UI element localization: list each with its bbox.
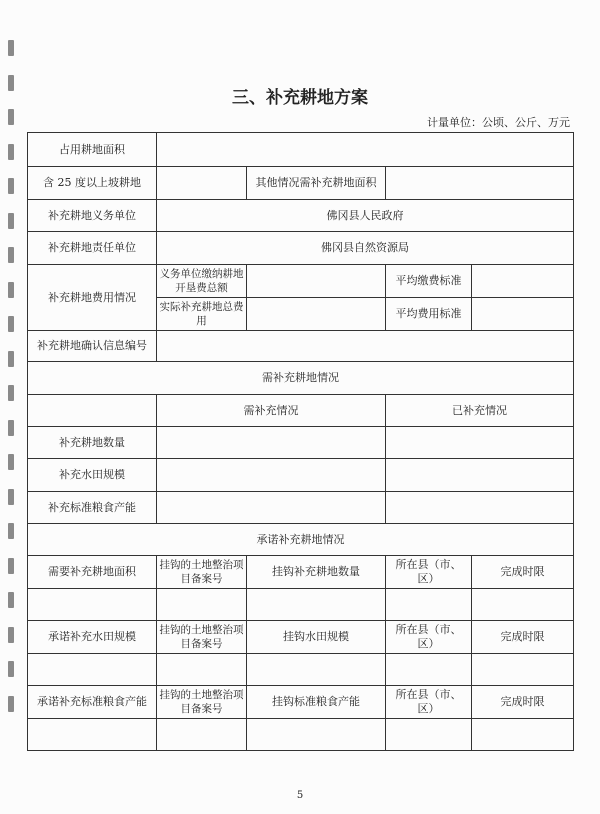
slope-land-label: 含 25 度以上坡耕地: [28, 167, 157, 200]
project-code-header: 挂钩的土地整治项目备案号: [157, 556, 247, 589]
deadline-header: 完成时限: [472, 621, 574, 654]
deadline-value[interactable]: [472, 719, 574, 751]
need-blank-header: [28, 395, 157, 427]
county-header: 所在县（市、区）: [386, 686, 472, 719]
avg-fee-standard-value[interactable]: [472, 265, 574, 298]
need-column-header: 需补充情况: [157, 395, 386, 427]
need-value-cell[interactable]: [157, 427, 386, 459]
done-value-cell[interactable]: [386, 492, 574, 524]
other-need-value[interactable]: [386, 167, 574, 200]
promise-paddy-label: 承诺补充水田规模: [28, 621, 157, 654]
promise-section-heading: 承诺补充耕地情况: [28, 524, 574, 556]
need-row-label: 补充水田规模: [28, 459, 157, 492]
done-value-cell[interactable]: [386, 427, 574, 459]
responsible-unit-value: 佛冈县自然资源局: [157, 232, 574, 265]
actual-cost-value[interactable]: [247, 298, 386, 331]
need-value-cell[interactable]: [157, 459, 386, 492]
promise-paddy-value[interactable]: [28, 654, 157, 686]
project-code-value[interactable]: [157, 589, 247, 621]
done-column-header: 已补充情况: [386, 395, 574, 427]
county-value[interactable]: [386, 654, 472, 686]
promise-grain-value[interactable]: [28, 719, 157, 751]
project-code-value[interactable]: [157, 654, 247, 686]
area-qty-header: 挂钩补充耕地数量: [247, 556, 386, 589]
need-value-cell[interactable]: [157, 492, 386, 524]
avg-fee-standard-label: 平均缴费标准: [386, 265, 472, 298]
binding-holes: [8, 40, 16, 730]
county-value[interactable]: [386, 589, 472, 621]
need-row-label: 补充标准粮食产能: [28, 492, 157, 524]
avg-cost-standard-label: 平均费用标准: [386, 298, 472, 331]
project-code-header: 挂钩的土地整治项目备案号: [157, 621, 247, 654]
page-title: 三、补充耕地方案: [232, 88, 368, 108]
binding-hole: [8, 40, 14, 56]
confirm-code-value[interactable]: [157, 331, 574, 362]
occupied-area-value[interactable]: [157, 133, 574, 167]
binding-hole: [8, 247, 14, 263]
promise-area-value[interactable]: [28, 589, 157, 621]
paddy-qty-value[interactable]: [247, 654, 386, 686]
binding-hole: [8, 109, 14, 125]
binding-hole: [8, 489, 14, 505]
binding-hole: [8, 627, 14, 643]
county-header: 所在县（市、区）: [386, 621, 472, 654]
binding-hole: [8, 661, 14, 677]
binding-hole: [8, 144, 14, 160]
deadline-header: 完成时限: [472, 556, 574, 589]
binding-hole: [8, 696, 14, 712]
binding-hole: [8, 454, 14, 470]
binding-hole: [8, 351, 14, 367]
cost-label: 补充耕地费用情况: [28, 265, 157, 331]
paddy-qty-header: 挂钩水田规模: [247, 621, 386, 654]
binding-hole: [8, 523, 14, 539]
fee-total-label: 义务单位缴纳耕地开垦费总额: [157, 265, 247, 298]
binding-hole: [8, 420, 14, 436]
county-header: 所在县（市、区）: [386, 556, 472, 589]
obligation-unit-value: 佛冈县人民政府: [157, 200, 574, 232]
binding-hole: [8, 592, 14, 608]
unit-note: 计量单位：公顷、公斤、万元: [427, 116, 570, 129]
area-qty-value[interactable]: [247, 589, 386, 621]
responsible-unit-label: 补充耕地责任单位: [28, 232, 157, 265]
obligation-unit-label: 补充耕地义务单位: [28, 200, 157, 232]
actual-cost-label: 实际补充耕地总费用: [157, 298, 247, 331]
binding-hole: [8, 385, 14, 401]
binding-hole: [8, 558, 14, 574]
deadline-value[interactable]: [472, 589, 574, 621]
done-value-cell[interactable]: [386, 459, 574, 492]
need-row-label: 补充耕地数量: [28, 427, 157, 459]
binding-hole: [8, 282, 14, 298]
deadline-header: 完成时限: [472, 686, 574, 719]
confirm-code-label: 补充耕地确认信息编号: [28, 331, 157, 362]
grain-qty-header: 挂钩标准粮食产能: [247, 686, 386, 719]
promise-area-label: 需要补充耕地面积: [28, 556, 157, 589]
occupied-area-label: 占用耕地面积: [28, 133, 157, 167]
deadline-value[interactable]: [472, 654, 574, 686]
binding-hole: [8, 178, 14, 194]
project-code-header: 挂钩的土地整治项目备案号: [157, 686, 247, 719]
page-number: 5: [296, 790, 304, 801]
grain-qty-value[interactable]: [247, 719, 386, 751]
binding-hole: [8, 213, 14, 229]
fee-total-value[interactable]: [247, 265, 386, 298]
avg-cost-standard-value[interactable]: [472, 298, 574, 331]
project-code-value[interactable]: [157, 719, 247, 751]
other-need-label: 其他情况需补充耕地面积: [247, 167, 386, 200]
need-section-heading: 需补充耕地情况: [28, 362, 574, 395]
promise-grain-label: 承诺补充标准粮食产能: [28, 686, 157, 719]
binding-hole: [8, 316, 14, 332]
slope-land-value[interactable]: [157, 167, 247, 200]
supplement-plan-table: [27, 132, 574, 751]
county-value[interactable]: [386, 719, 472, 751]
